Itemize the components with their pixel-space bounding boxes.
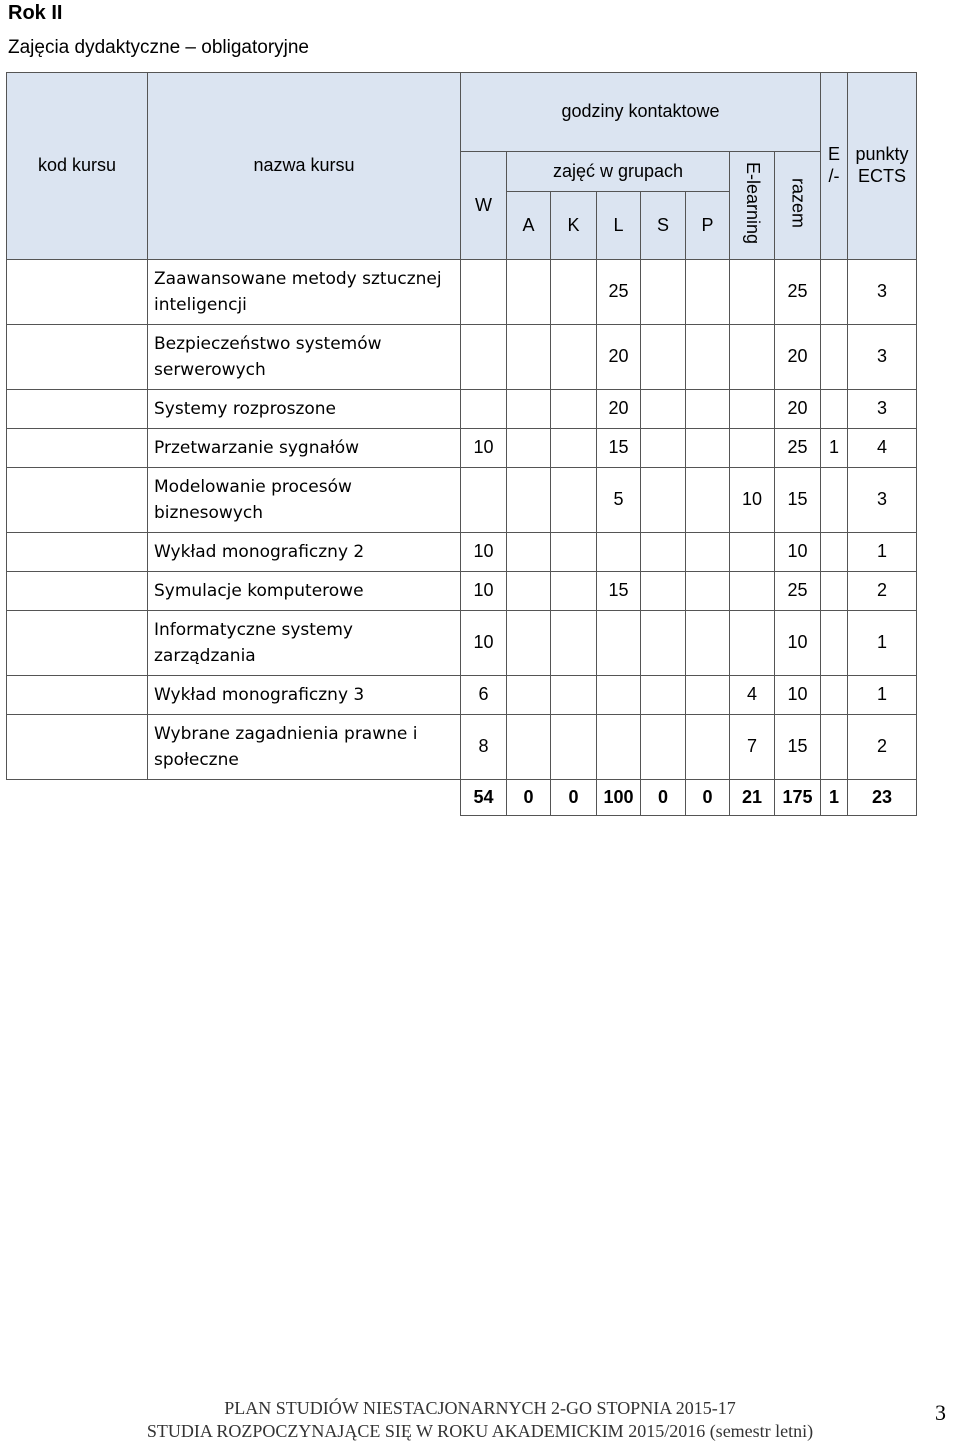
cell-kod (7, 390, 148, 429)
cell-p (686, 390, 730, 429)
cell-a (507, 429, 551, 468)
totals-row (7, 780, 917, 816)
cell-w: 10 (461, 533, 507, 572)
cell-w (461, 325, 507, 390)
cell-elearning: 7 (730, 715, 775, 780)
cell-nazwa: Wybrane zagadnienia prawne i społeczne (148, 715, 461, 780)
cell-a (507, 468, 551, 533)
cell-s (641, 611, 686, 676)
cell-p (686, 325, 730, 390)
cell-k (551, 260, 597, 325)
cell-ects: 2 (848, 572, 917, 611)
header-ects-label: ECTS (857, 166, 906, 186)
cell-p (686, 468, 730, 533)
table-row (7, 468, 917, 533)
cell-razem: 10 (775, 676, 821, 715)
total-elearning: 21 (730, 780, 775, 816)
cell-s (641, 325, 686, 390)
cell-l: 20 (597, 325, 641, 390)
header-w: W (461, 152, 507, 260)
cell-s (641, 572, 686, 611)
cell-nazwa: Modelowanie procesów biznesowych (148, 468, 461, 533)
cell-p (686, 260, 730, 325)
cell-razem: 10 (775, 533, 821, 572)
cell-razem: 10 (775, 611, 821, 676)
cell-ects: 1 (848, 676, 917, 715)
year-heading: Rok II (8, 2, 63, 24)
header-egzamin-slash: /- (828, 166, 840, 186)
header-kod-kursu: kod kursu (7, 73, 148, 260)
cell-ects: 1 (848, 533, 917, 572)
cell-nazwa: Symulacje komputerowe (148, 572, 461, 611)
cell-w: 8 (461, 715, 507, 780)
table-header (7, 73, 917, 260)
cell-w: 10 (461, 429, 507, 468)
cell-kod (7, 611, 148, 676)
cell-elearning (730, 611, 775, 676)
cell-ects: 1 (848, 611, 917, 676)
cell-a (507, 260, 551, 325)
cell-razem: 15 (775, 468, 821, 533)
cell-kod (7, 260, 148, 325)
cell-p (686, 676, 730, 715)
cell-razem: 15 (775, 715, 821, 780)
header-zajec-w-grupach: zajęć w grupach (507, 152, 730, 192)
cell-elearning: 10 (730, 468, 775, 533)
header-elearning (730, 152, 775, 260)
cell-p (686, 715, 730, 780)
cell-razem: 20 (775, 325, 821, 390)
cell-kod (7, 325, 148, 390)
cell-l (597, 611, 641, 676)
cell-kod (7, 572, 148, 611)
cell-s (641, 390, 686, 429)
cell-elearning (730, 260, 775, 325)
cell-egzamin (821, 611, 848, 676)
header-razem-text: razem (788, 177, 809, 228)
cell-k (551, 429, 597, 468)
cell-s (641, 676, 686, 715)
cell-kod (7, 533, 148, 572)
cell-egzamin: 1 (821, 429, 848, 468)
cell-kod (7, 429, 148, 468)
cell-l: 20 (597, 390, 641, 429)
table-row (7, 325, 917, 390)
table-row (7, 429, 917, 468)
cell-l: 15 (597, 572, 641, 611)
cell-l: 5 (597, 468, 641, 533)
cell-egzamin (821, 468, 848, 533)
cell-p (686, 533, 730, 572)
cell-w: 10 (461, 572, 507, 611)
cell-elearning (730, 325, 775, 390)
cell-egzamin (821, 676, 848, 715)
cell-nazwa: Informatyczne systemy zarządzania (148, 611, 461, 676)
cell-a (507, 611, 551, 676)
table-row (7, 260, 917, 325)
cell-kod (7, 676, 148, 715)
cell-ects: 3 (848, 468, 917, 533)
header-elearning-text: E-learning (742, 161, 763, 244)
cell-ects: 2 (848, 715, 917, 780)
table-row (7, 572, 917, 611)
cell-w: 10 (461, 611, 507, 676)
cell-razem: 25 (775, 260, 821, 325)
header-razem (775, 152, 821, 260)
cell-ects: 4 (848, 429, 917, 468)
total-k: 0 (551, 780, 597, 816)
section-subtitle: Zajęcia dydaktyczne – obligatoryjne (8, 37, 310, 58)
cell-w (461, 468, 507, 533)
cell-egzamin (821, 325, 848, 390)
cell-elearning (730, 429, 775, 468)
cell-k (551, 715, 597, 780)
cell-nazwa: Wykład monograficzny 2 (148, 533, 461, 572)
header-nazwa-kursu: nazwa kursu (148, 73, 461, 260)
cell-k (551, 390, 597, 429)
cell-a (507, 676, 551, 715)
cell-s (641, 468, 686, 533)
total-s: 0 (641, 780, 686, 816)
cell-s (641, 260, 686, 325)
cell-s (641, 429, 686, 468)
cell-nazwa: Bezpieczeństwo systemów serwerowych (148, 325, 461, 390)
cell-l (597, 676, 641, 715)
cell-a (507, 390, 551, 429)
cell-egzamin (821, 260, 848, 325)
cell-a (507, 715, 551, 780)
header-egzamin-e: E (827, 144, 840, 165)
table-row (7, 390, 917, 429)
totals-empty-cell (7, 780, 148, 816)
page-number: 3 (935, 1400, 946, 1425)
cell-p (686, 429, 730, 468)
cell-w (461, 260, 507, 325)
cell-k (551, 572, 597, 611)
cell-nazwa: Systemy rozproszone (148, 390, 461, 429)
cell-p (686, 572, 730, 611)
cell-ects: 3 (848, 390, 917, 429)
cell-s (641, 533, 686, 572)
cell-egzamin (821, 533, 848, 572)
cell-l (597, 715, 641, 780)
cell-ects: 3 (848, 325, 917, 390)
cell-egzamin (821, 390, 848, 429)
header-egzamin (821, 73, 848, 260)
total-l: 100 (597, 780, 641, 816)
cell-nazwa: Przetwarzanie sygnałów (148, 429, 461, 468)
cell-l: 25 (597, 260, 641, 325)
header-ects-punkty: punkty (855, 144, 909, 165)
cell-elearning (730, 390, 775, 429)
cell-elearning (730, 572, 775, 611)
cell-razem: 20 (775, 390, 821, 429)
totals-empty-cell (148, 780, 461, 816)
cell-l: 15 (597, 429, 641, 468)
footer-line-1: PLAN STUDIÓW NIESTACJONARNYCH 2-GO STOPNIA 2015-17 (224, 1398, 736, 1418)
cell-razem: 25 (775, 429, 821, 468)
cell-kod (7, 715, 148, 780)
cell-razem: 25 (775, 572, 821, 611)
cell-nazwa: Zaawansowane metody sztucznej inteligencji (148, 260, 461, 325)
cell-egzamin (821, 572, 848, 611)
cell-a (507, 325, 551, 390)
cell-elearning (730, 533, 775, 572)
header-p: P (686, 192, 730, 260)
course-table (6, 72, 917, 816)
cell-ects: 3 (848, 260, 917, 325)
total-a: 0 (507, 780, 551, 816)
header-s: S (641, 192, 686, 260)
header-k: K (551, 192, 597, 260)
cell-k (551, 468, 597, 533)
total-egzamin: 1 (821, 780, 848, 816)
table-row (7, 676, 917, 715)
footer-line-2: STUDIA ROZPOCZYNAJĄCE SIĘ W ROKU AKADEMICKIM 2015/2016 (semestr letni) (146, 1421, 814, 1441)
header-a: A (507, 192, 551, 260)
table-row (7, 715, 917, 780)
total-ects: 23 (848, 780, 917, 816)
header-l: L (597, 192, 641, 260)
total-w: 54 (461, 780, 507, 816)
cell-egzamin (821, 715, 848, 780)
cell-w: 6 (461, 676, 507, 715)
cell-elearning: 4 (730, 676, 775, 715)
total-p: 0 (686, 780, 730, 816)
header-ects (848, 73, 917, 260)
cell-k (551, 325, 597, 390)
cell-a (507, 533, 551, 572)
cell-kod (7, 468, 148, 533)
cell-nazwa: Wykład monograficzny 3 (148, 676, 461, 715)
cell-p (686, 611, 730, 676)
cell-w (461, 390, 507, 429)
total-razem: 175 (775, 780, 821, 816)
cell-l (597, 533, 641, 572)
cell-k (551, 533, 597, 572)
cell-a (507, 572, 551, 611)
cell-k (551, 611, 597, 676)
table-row (7, 533, 917, 572)
table-row (7, 611, 917, 676)
cell-k (551, 676, 597, 715)
cell-s (641, 715, 686, 780)
table-body (7, 260, 917, 816)
header-godziny-kontaktowe: godziny kontaktowe (461, 73, 821, 152)
